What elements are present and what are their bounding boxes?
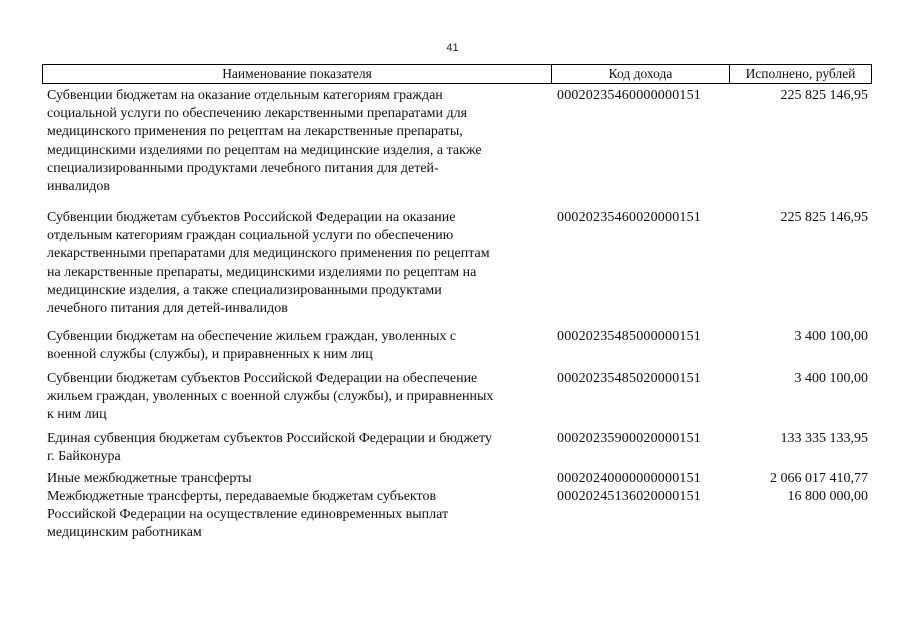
name-line: инвалидов (47, 179, 110, 195)
name-line: социальной услуги по обеспечению лекарственными препаратами для (47, 106, 468, 122)
name-line: лечебного питания для детей-инвалидов (47, 301, 288, 317)
header-executed-amount: Исполнено, рублей (745, 66, 856, 81)
row-indicator-name (47, 370, 555, 425)
row-executed-amount: 3 400 100,00 (794, 371, 868, 386)
row-executed-amount: 16 800 000,00 (787, 489, 868, 504)
row-indicator-name (47, 470, 555, 488)
name-line: Субвенции бюджетам субъектов Российской Федерации на оказание (47, 210, 456, 225)
row-income-code: 00020240000000000151 (557, 471, 701, 486)
header-income-code: Код дохода (552, 65, 730, 83)
name-line: Субвенции бюджетам на оказание отдельным категориям граждан (47, 88, 443, 103)
row-executed-amount: 133 335 133,95 (780, 431, 868, 446)
name-line: Российской Федерации на осуществление единовременных выплат (47, 507, 449, 523)
row-income-code: 00020235460000000151 (557, 88, 701, 103)
row-income-code: 00020245136020000151 (557, 489, 701, 504)
row-income-code: 00020235485020000151 (557, 371, 701, 386)
row-income-code: 00020235460020000151 (557, 210, 701, 225)
row-income-code: 00020235900020000151 (557, 431, 701, 446)
name-line: отдельным категориям граждан социальной услуги по обеспечению (47, 228, 454, 244)
header-indicator-name: Наименование показателя (43, 65, 552, 83)
page-number: 41 (446, 42, 459, 54)
row-executed-amount: 2 066 017 410,77 (770, 471, 868, 486)
name-line: медицинские изделия, а также специализированными продуктами (47, 282, 442, 298)
row-executed-amount: 225 825 146,95 (780, 88, 868, 103)
row-indicator-name (47, 488, 555, 543)
name-line: лекарственными препаратами для медицинского применения по рецептам (47, 246, 490, 262)
name-line: медицинским работникам (47, 525, 202, 541)
row-income-code: 00020235485000000151 (557, 329, 701, 344)
row-executed-amount: 225 825 146,95 (780, 210, 868, 225)
name-line: на лекарственные препараты, медицинскими изделиями по рецептам на (47, 264, 477, 280)
name-line: военной службы (службы), и приравненных к ним лиц (47, 347, 373, 363)
name-line: Межбюджетные трансферты, передаваемые бюджетам субъектов (47, 489, 437, 504)
name-line: медицинскими изделиями по рецептам на медицинские изделия, а также (47, 142, 482, 158)
row-indicator-name (47, 328, 555, 364)
row-indicator-name (47, 430, 555, 466)
name-line: Субвенции бюджетам на обеспечение жильем граждан, уволенных с (47, 329, 457, 344)
row-executed-amount: 3 400 100,00 (794, 329, 868, 344)
name-line: Единая субвенция бюджетам субъектов Российской Федерации и бюджету (47, 431, 492, 446)
name-line: медицинского применения по рецептам на лекарственные препараты, (47, 124, 463, 140)
name-line: Субвенции бюджетам субъектов Российской Федерации на обеспечение (47, 371, 478, 386)
row-indicator-name (47, 87, 555, 196)
name-line: г. Байконура (47, 449, 121, 465)
name-line: специализированными продуктами лечебного питания для детей- (47, 160, 439, 176)
table-header (42, 64, 872, 84)
name-line: жильем граждан, уволенных с военной службы (службы), и приравненных (47, 389, 494, 405)
row-indicator-name (47, 209, 555, 318)
name-line: Иные межбюджетные трансферты (47, 471, 252, 486)
name-line: к ним лиц (47, 407, 107, 423)
